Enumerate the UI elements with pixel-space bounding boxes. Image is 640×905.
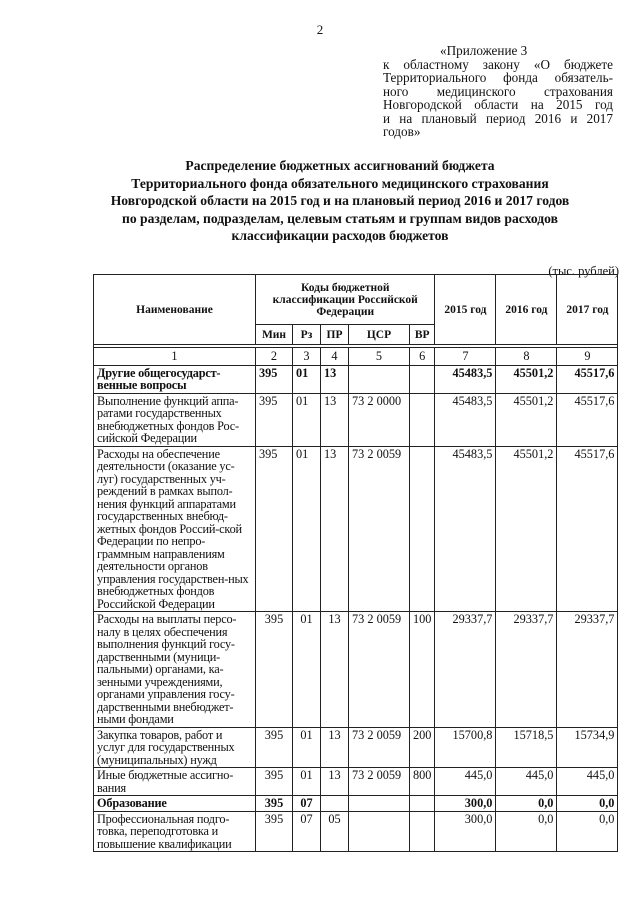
row-2015: 45483,5 xyxy=(435,446,496,612)
col-number: 7 xyxy=(435,348,496,366)
row-2016: 45501,2 xyxy=(496,446,557,612)
row-csr: 73 2 0059 xyxy=(349,446,410,612)
row-vr: 800 xyxy=(410,768,435,796)
row-pr: 13 xyxy=(321,365,349,393)
table-row xyxy=(94,365,618,393)
row-name: Иные бюджетные ассигно-вания xyxy=(94,768,256,796)
title-line: Территориального фонда обязательного медицинского страхования xyxy=(131,175,549,191)
row-min: 395 xyxy=(256,796,293,812)
col-number: 6 xyxy=(410,348,435,366)
document-title xyxy=(60,157,620,245)
table-row xyxy=(94,811,618,852)
row-name: Закупка товаров, работ и услуг для государственных (муниципальных) нужд xyxy=(94,727,256,768)
header-rz: Рз xyxy=(293,325,321,345)
table-row xyxy=(94,796,618,812)
title-line: Новгородской области на 2015 год и на плановый период 2016 и 2017 годов xyxy=(110,193,570,209)
col-number: 2 xyxy=(256,348,293,366)
row-vr: 200 xyxy=(410,727,435,768)
budget-table xyxy=(93,274,618,852)
row-2015: 45483,5 xyxy=(435,365,496,393)
col-number: 5 xyxy=(349,348,410,366)
header-codes: Коды бюджетной классификации Российской Федерации xyxy=(256,275,435,325)
row-rz: 07 xyxy=(293,796,321,812)
appendix-line: Новгородской области на 2015 год xyxy=(383,97,613,112)
row-csr: 73 2 0000 xyxy=(349,393,410,446)
appendix-line: годов» xyxy=(383,124,421,139)
row-2015: 300,0 xyxy=(435,811,496,852)
row-csr: 73 2 0059 xyxy=(349,727,410,768)
row-2015: 15700,8 xyxy=(435,727,496,768)
row-min: 395 xyxy=(256,365,293,393)
row-csr xyxy=(349,365,410,393)
row-pr: 13 xyxy=(321,393,349,446)
row-2017: 0,0 xyxy=(557,796,618,812)
appendix-line: и на плановый период 2016 и 2017 xyxy=(383,110,613,126)
row-vr xyxy=(410,393,435,446)
table-row xyxy=(94,393,618,446)
row-rz: 01 xyxy=(293,393,321,446)
row-rz: 01 xyxy=(293,365,321,393)
row-rz: 01 xyxy=(293,768,321,796)
row-pr: 05 xyxy=(321,811,349,852)
row-name: Другие общегосударст-венные вопросы xyxy=(94,365,256,393)
row-name: Выполнение функций аппа-ратами государственных внебюджетных фондов Рос-сийской Федерации xyxy=(94,393,256,446)
page-number: 2 xyxy=(316,22,324,37)
col-number: 8 xyxy=(496,348,557,366)
appendix-line: к областному закону «О бюджете xyxy=(383,56,613,72)
table-row xyxy=(94,768,618,796)
appendix-line: «Приложение 3 xyxy=(440,43,528,58)
row-min: 395 xyxy=(256,811,293,852)
header-2017: 2017 год xyxy=(557,275,618,345)
row-csr xyxy=(349,811,410,852)
row-rz: 01 xyxy=(293,612,321,728)
row-name: Расходы на выплаты персо-налу в целях обеспечения выполнения функций госу-дарственными (муници-пальными) органами, ка-зенными учреждениями, органами управления госу-дарственными внебюджет-ными фондами xyxy=(94,612,256,728)
row-2017: 45517,6 xyxy=(557,365,618,393)
col-number: 4 xyxy=(321,348,349,366)
row-2017: 445,0 xyxy=(557,768,618,796)
col-number: 3 xyxy=(293,348,321,366)
row-2017: 15734,9 xyxy=(557,727,618,768)
row-vr: 100 xyxy=(410,612,435,728)
row-csr: 73 2 0059 xyxy=(349,768,410,796)
header-2016: 2016 год xyxy=(496,275,557,345)
row-2017: 0,0 xyxy=(557,811,618,852)
row-vr xyxy=(410,365,435,393)
row-2016: 0,0 xyxy=(496,811,557,852)
table-row xyxy=(94,727,618,768)
row-2016: 0,0 xyxy=(496,796,557,812)
appendix-note xyxy=(383,44,613,139)
header-vr: ВР xyxy=(410,325,435,345)
col-number: 1 xyxy=(94,348,256,366)
header-min: Мин xyxy=(256,325,293,345)
title-line: по разделам, подразделам, целевым статьям и группам видов расходов xyxy=(122,210,558,226)
column-numbers-row xyxy=(94,348,618,366)
row-2015: 445,0 xyxy=(435,768,496,796)
row-name: Расходы на обеспечение деятельности (оказание ус-луг) государственных уч-реждений в рамках выпол-нения функций аппаратами государственных внебюд-жетных фондов Россий-ской Федерации по непро-граммным направлениям деятельности органов управления государствен-ных внебюджетных фондов Российской Федерации xyxy=(94,446,256,612)
col-number: 9 xyxy=(557,348,618,366)
row-pr: 13 xyxy=(321,768,349,796)
row-2016: 45501,2 xyxy=(496,393,557,446)
row-rz: 07 xyxy=(293,811,321,852)
row-csr xyxy=(349,796,410,812)
row-2015: 29337,7 xyxy=(435,612,496,728)
row-2016: 445,0 xyxy=(496,768,557,796)
row-pr: 13 xyxy=(321,727,349,768)
row-2017: 29337,7 xyxy=(557,612,618,728)
row-pr: 13 xyxy=(321,446,349,612)
header-pr: ПР xyxy=(321,325,349,345)
row-pr: 13 xyxy=(321,612,349,728)
row-min: 395 xyxy=(256,768,293,796)
appendix-line: ного медицинского страхования xyxy=(383,83,613,99)
header-name: Наименование xyxy=(94,275,256,345)
appendix-line: Территориального фонда обязатель- xyxy=(383,70,613,85)
row-2017: 45517,6 xyxy=(557,393,618,446)
row-2016: 15718,5 xyxy=(496,727,557,768)
row-vr xyxy=(410,446,435,612)
row-min: 395 xyxy=(256,446,293,612)
row-pr xyxy=(321,796,349,812)
title-line: классификации расходов бюджетов xyxy=(231,228,449,244)
row-vr xyxy=(410,796,435,812)
row-csr: 73 2 0059 xyxy=(349,612,410,728)
row-name: Образование xyxy=(94,796,256,812)
row-2015: 45483,5 xyxy=(435,393,496,446)
header-2015: 2015 год xyxy=(435,275,496,345)
row-2016: 29337,7 xyxy=(496,612,557,728)
row-2015: 300,0 xyxy=(435,796,496,812)
row-name: Профессиональная подго-товка, переподготовка и повышение квалификации xyxy=(94,811,256,852)
row-rz: 01 xyxy=(293,446,321,612)
units-label: (тыс. рублей) xyxy=(548,264,619,278)
row-2016: 45501,2 xyxy=(496,365,557,393)
table-row xyxy=(94,446,618,612)
row-vr xyxy=(410,811,435,852)
row-rz: 01 xyxy=(293,727,321,768)
table-row xyxy=(94,612,618,728)
row-min: 395 xyxy=(256,612,293,728)
title-line: Распределение бюджетных ассигнований бюджета xyxy=(185,158,495,173)
row-min: 395 xyxy=(256,727,293,768)
row-2017: 45517,6 xyxy=(557,446,618,612)
row-min: 395 xyxy=(256,393,293,446)
header-csr: ЦСР xyxy=(349,325,410,345)
